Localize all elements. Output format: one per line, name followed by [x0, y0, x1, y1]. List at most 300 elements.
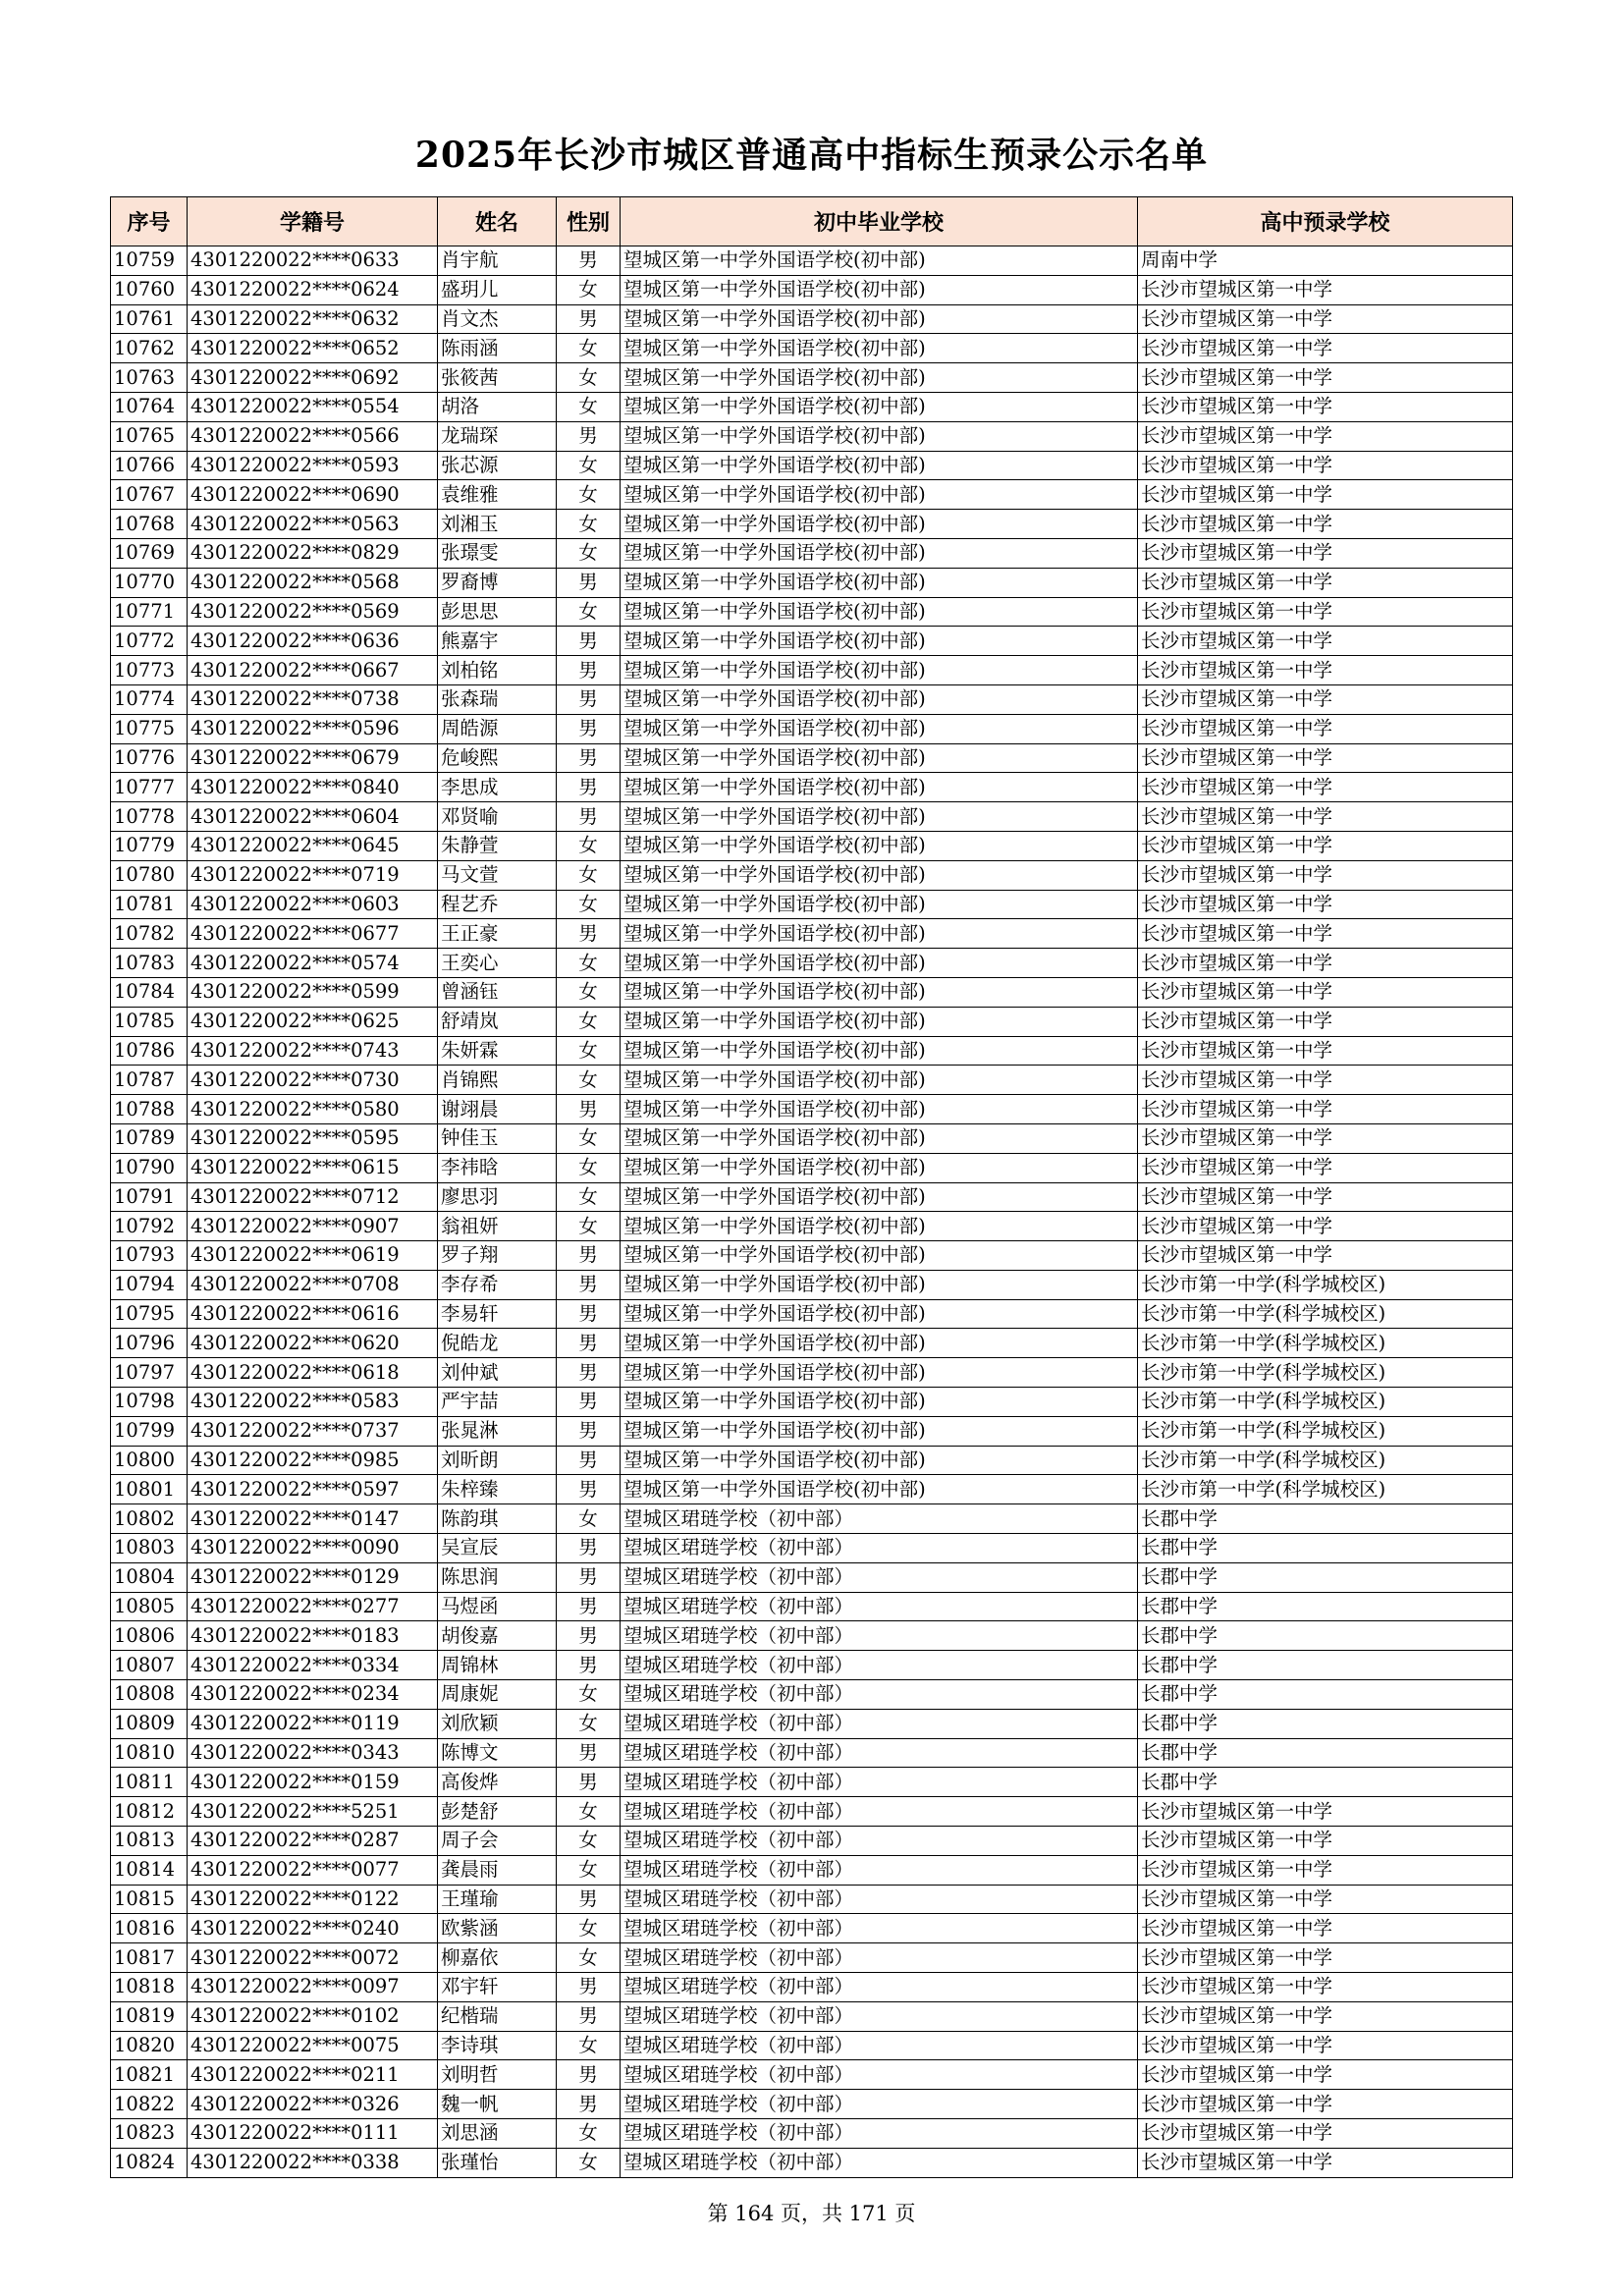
- student-name: 陈韵琪: [438, 1504, 557, 1534]
- student-name: 罗裔博: [438, 568, 557, 597]
- row-index: 10803: [111, 1534, 188, 1563]
- middle-school: 望城区第一中学外国语学校(初中部): [621, 1066, 1138, 1095]
- gender: 女: [557, 392, 621, 421]
- row-index: 10799: [111, 1416, 188, 1446]
- student-id: 4301220022****0343: [188, 1738, 438, 1768]
- student-name: 朱梓臻: [438, 1475, 557, 1504]
- middle-school: 望城区第一中学外国语学校(初中部): [621, 597, 1138, 627]
- row-index: 10789: [111, 1123, 188, 1153]
- middle-school: 望城区第一中学外国语学校(初中部): [621, 743, 1138, 773]
- middle-school: 望城区第一中学外国语学校(初中部): [621, 773, 1138, 802]
- col-header-index: 序号: [111, 197, 188, 246]
- student-id: 4301220022****0708: [188, 1270, 438, 1299]
- high-school: 长沙市第一中学(科学城校区): [1138, 1329, 1513, 1358]
- middle-school: 望城区第一中学外国语学校(初中部): [621, 714, 1138, 743]
- student-name: 邓宇轩: [438, 1973, 557, 2002]
- row-index: 10763: [111, 363, 188, 393]
- gender: 女: [557, 510, 621, 539]
- row-index: 10804: [111, 1562, 188, 1592]
- middle-school: 望城区第一中学外国语学校(初中部): [621, 1095, 1138, 1124]
- high-school: 长沙市望城区第一中学: [1138, 480, 1513, 510]
- row-index: 10762: [111, 334, 188, 363]
- student-id: 4301220022****0593: [188, 451, 438, 480]
- student-id: 4301220022****0677: [188, 919, 438, 949]
- student-id: 4301220022****0580: [188, 1095, 438, 1124]
- row-index: 10787: [111, 1066, 188, 1095]
- student-id: 4301220022****0090: [188, 1534, 438, 1563]
- high-school: 长郡中学: [1138, 1504, 1513, 1534]
- student-name: 刘思涵: [438, 2119, 557, 2149]
- student-name: 胡俊嘉: [438, 1621, 557, 1651]
- student-id: 4301220022****0624: [188, 275, 438, 304]
- middle-school: 望城区第一中学外国语学校(初中部): [621, 304, 1138, 334]
- middle-school: 望城区珺琏学校（初中部）: [621, 1738, 1138, 1768]
- high-school: 长沙市望城区第一中学: [1138, 363, 1513, 393]
- student-id: 4301220022****0596: [188, 714, 438, 743]
- col-header-middle-school: 初中毕业学校: [621, 197, 1138, 246]
- student-name: 纪楷瑞: [438, 2001, 557, 2031]
- table-row: [111, 949, 1513, 978]
- high-school: 长沙市望城区第一中学: [1138, 919, 1513, 949]
- middle-school: 望城区第一中学外国语学校(初中部): [621, 1212, 1138, 1241]
- middle-school: 望城区珺琏学校（初中部）: [621, 1855, 1138, 1885]
- high-school: 长沙市望城区第一中学: [1138, 1855, 1513, 1885]
- gender: 男: [557, 1475, 621, 1504]
- student-name: 罗子翔: [438, 1241, 557, 1271]
- middle-school: 望城区第一中学外国语学校(初中部): [621, 275, 1138, 304]
- high-school: 长沙市望城区第一中学: [1138, 627, 1513, 656]
- middle-school: 望城区珺琏学校（初中部）: [621, 2148, 1138, 2177]
- high-school: 长沙市望城区第一中学: [1138, 773, 1513, 802]
- student-id: 4301220022****0072: [188, 1943, 438, 1973]
- high-school: 长沙市望城区第一中学: [1138, 538, 1513, 568]
- high-school: 长沙市第一中学(科学城校区): [1138, 1388, 1513, 1417]
- student-id: 4301220022****0636: [188, 627, 438, 656]
- student-id: 4301220022****0633: [188, 246, 438, 276]
- student-id: 4301220022****0159: [188, 1768, 438, 1797]
- high-school: 长沙市望城区第一中学: [1138, 421, 1513, 451]
- student-name: 高俊烨: [438, 1768, 557, 1797]
- student-name: 刘柏铭: [438, 656, 557, 685]
- high-school: 长沙市望城区第一中学: [1138, 1827, 1513, 1856]
- high-school: 长沙市望城区第一中学: [1138, 392, 1513, 421]
- gender: 男: [557, 2060, 621, 2090]
- gender: 男: [557, 2001, 621, 2031]
- high-school: 长沙市望城区第一中学: [1138, 890, 1513, 919]
- middle-school: 望城区第一中学外国语学校(初中部): [621, 510, 1138, 539]
- student-name: 刘仲斌: [438, 1358, 557, 1388]
- table-row: [111, 1358, 1513, 1388]
- high-school: 长沙市望城区第一中学: [1138, 1943, 1513, 1973]
- gender: 男: [557, 1241, 621, 1271]
- gender: 男: [557, 1270, 621, 1299]
- table-row: [111, 1973, 1513, 2002]
- gender: 女: [557, 597, 621, 627]
- row-index: 10777: [111, 773, 188, 802]
- row-index: 10802: [111, 1504, 188, 1534]
- row-index: 10778: [111, 802, 188, 832]
- middle-school: 望城区第一中学外国语学校(初中部): [621, 949, 1138, 978]
- table-row: [111, 246, 1513, 276]
- table-row: [111, 510, 1513, 539]
- row-index: 10797: [111, 1358, 188, 1388]
- gender: 男: [557, 1621, 621, 1651]
- middle-school: 望城区第一中学外国语学校(初中部): [621, 1036, 1138, 1066]
- high-school: 长沙市望城区第一中学: [1138, 831, 1513, 860]
- student-id: 4301220022****0574: [188, 949, 438, 978]
- student-id: 4301220022****0129: [188, 1562, 438, 1592]
- student-name: 舒靖岚: [438, 1007, 557, 1036]
- student-id: 4301220022****0719: [188, 860, 438, 890]
- high-school: 长沙市第一中学(科学城校区): [1138, 1358, 1513, 1388]
- student-name: 马文萱: [438, 860, 557, 890]
- student-id: 4301220022****0616: [188, 1299, 438, 1329]
- table-row: [111, 1797, 1513, 1827]
- row-index: 10784: [111, 977, 188, 1007]
- student-name: 魏一帆: [438, 2090, 557, 2119]
- gender: 男: [557, 421, 621, 451]
- high-school: 长沙市望城区第一中学: [1138, 2148, 1513, 2177]
- student-id: 4301220022****0599: [188, 977, 438, 1007]
- student-id: 4301220022****0595: [188, 1123, 438, 1153]
- gender: 男: [557, 1768, 621, 1797]
- student-id: 4301220022****0840: [188, 773, 438, 802]
- high-school: 长沙市望城区第一中学: [1138, 510, 1513, 539]
- table-row: [111, 392, 1513, 421]
- middle-school: 望城区珺琏学校（初中部）: [621, 1562, 1138, 1592]
- student-name: 陈雨涵: [438, 334, 557, 363]
- row-index: 10759: [111, 246, 188, 276]
- table-row: [111, 2119, 1513, 2149]
- gender: 男: [557, 1885, 621, 1914]
- student-name: 周康妮: [438, 1680, 557, 1710]
- middle-school: 望城区第一中学外国语学校(初中部): [621, 1241, 1138, 1271]
- row-index: 10795: [111, 1299, 188, 1329]
- student-id: 4301220022****0122: [188, 1885, 438, 1914]
- high-school: 长沙市望城区第一中学: [1138, 743, 1513, 773]
- high-school: 长郡中学: [1138, 1621, 1513, 1651]
- student-id: 4301220022****0737: [188, 1416, 438, 1446]
- student-id: 4301220022****0563: [188, 510, 438, 539]
- student-name: 陈博文: [438, 1738, 557, 1768]
- high-school: 长沙市望城区第一中学: [1138, 1241, 1513, 1271]
- table-row: [111, 977, 1513, 1007]
- student-id: 4301220022****0603: [188, 890, 438, 919]
- gender: 女: [557, 1007, 621, 1036]
- table-row: [111, 1095, 1513, 1124]
- student-name: 马煜函: [438, 1592, 557, 1621]
- gender: 男: [557, 1973, 621, 2002]
- student-name: 欧紫涵: [438, 1914, 557, 1943]
- table-row: [111, 1943, 1513, 1973]
- gender: 男: [557, 246, 621, 276]
- table-row: [111, 1007, 1513, 1036]
- student-name: 袁维雅: [438, 480, 557, 510]
- gender: 女: [557, 890, 621, 919]
- student-name: 谢翊晨: [438, 1095, 557, 1124]
- middle-school: 望城区第一中学外国语学校(初中部): [621, 627, 1138, 656]
- table-row: [111, 1446, 1513, 1475]
- row-index: 10819: [111, 2001, 188, 2031]
- row-index: 10814: [111, 1855, 188, 1885]
- middle-school: 望城区第一中学外国语学校(初中部): [621, 684, 1138, 714]
- middle-school: 望城区第一中学外国语学校(初中部): [621, 860, 1138, 890]
- gender: 男: [557, 1416, 621, 1446]
- gender: 男: [557, 2090, 621, 2119]
- high-school: 长沙市望城区第一中学: [1138, 656, 1513, 685]
- row-index: 10816: [111, 1914, 188, 1943]
- high-school: 长沙市望城区第一中学: [1138, 1182, 1513, 1212]
- student-id: 4301220022****0234: [188, 1680, 438, 1710]
- gender: 女: [557, 831, 621, 860]
- gender: 女: [557, 1709, 621, 1738]
- student-name: 盛玥儿: [438, 275, 557, 304]
- student-name: 张晁淋: [438, 1416, 557, 1446]
- student-name: 张森瑞: [438, 684, 557, 714]
- gender: 女: [557, 949, 621, 978]
- student-name: 周子会: [438, 1827, 557, 1856]
- student-id: 4301220022****0287: [188, 1827, 438, 1856]
- student-id: 4301220022****0690: [188, 480, 438, 510]
- row-index: 10782: [111, 919, 188, 949]
- table-row: [111, 1416, 1513, 1446]
- middle-school: 望城区珺琏学校（初中部）: [621, 2060, 1138, 2090]
- middle-school: 望城区珺琏学校（初中部）: [621, 1827, 1138, 1856]
- student-id: 4301220022****0652: [188, 334, 438, 363]
- middle-school: 望城区珺琏学校（初中部）: [621, 1914, 1138, 1943]
- student-name: 陈思润: [438, 1562, 557, 1592]
- middle-school: 望城区第一中学外国语学校(初中部): [621, 1270, 1138, 1299]
- gender: 女: [557, 1153, 621, 1182]
- student-name: 张璟雯: [438, 538, 557, 568]
- gender: 女: [557, 1943, 621, 1973]
- gender: 男: [557, 743, 621, 773]
- student-id: 4301220022****0730: [188, 1066, 438, 1095]
- high-school: 长沙市望城区第一中学: [1138, 2001, 1513, 2031]
- middle-school: 望城区珺琏学校（初中部）: [621, 1943, 1138, 1973]
- table-row: [111, 2001, 1513, 2031]
- student-id: 4301220022****0554: [188, 392, 438, 421]
- student-name: 柳嘉依: [438, 1943, 557, 1973]
- middle-school: 望城区第一中学外国语学校(初中部): [621, 421, 1138, 451]
- row-index: 10810: [111, 1738, 188, 1768]
- gender: 男: [557, 1534, 621, 1563]
- high-school: 长沙市望城区第一中学: [1138, 1914, 1513, 1943]
- row-index: 10767: [111, 480, 188, 510]
- table-row: [111, 1562, 1513, 1592]
- row-index: 10780: [111, 860, 188, 890]
- high-school: 长郡中学: [1138, 1709, 1513, 1738]
- row-index: 10801: [111, 1475, 188, 1504]
- gender: 男: [557, 1388, 621, 1417]
- table-row: [111, 1709, 1513, 1738]
- gender: 男: [557, 568, 621, 597]
- middle-school: 望城区第一中学外国语学校(初中部): [621, 977, 1138, 1007]
- student-name: 李诗琪: [438, 2031, 557, 2060]
- high-school: 长沙市望城区第一中学: [1138, 597, 1513, 627]
- gender: 女: [557, 1680, 621, 1710]
- student-id: 4301220022****0566: [188, 421, 438, 451]
- student-id: 4301220022****0907: [188, 1212, 438, 1241]
- student-id: 4301220022****0277: [188, 1592, 438, 1621]
- row-index: 10765: [111, 421, 188, 451]
- row-index: 10815: [111, 1885, 188, 1914]
- row-index: 10793: [111, 1241, 188, 1271]
- middle-school: 望城区珺琏学校（初中部）: [621, 1709, 1138, 1738]
- student-name: 刘欣颖: [438, 1709, 557, 1738]
- table-row: [111, 2148, 1513, 2177]
- gender: 男: [557, 714, 621, 743]
- middle-school: 望城区珺琏学校（初中部）: [621, 1680, 1138, 1710]
- middle-school: 望城区第一中学外国语学校(初中部): [621, 363, 1138, 393]
- student-id: 4301220022****0211: [188, 2060, 438, 2090]
- high-school: 长郡中学: [1138, 1738, 1513, 1768]
- gender: 女: [557, 1504, 621, 1534]
- middle-school: 望城区珺琏学校（初中部）: [621, 1621, 1138, 1651]
- student-name: 张筱茜: [438, 363, 557, 393]
- col-header-name: 姓名: [438, 197, 557, 246]
- row-index: 10788: [111, 1095, 188, 1124]
- high-school: 长沙市第一中学(科学城校区): [1138, 1270, 1513, 1299]
- table-row: [111, 919, 1513, 949]
- row-index: 10772: [111, 627, 188, 656]
- table-row: [111, 1827, 1513, 1856]
- middle-school: 望城区珺琏学校（初中部）: [621, 1797, 1138, 1827]
- middle-school: 望城区第一中学外国语学校(初中部): [621, 802, 1138, 832]
- middle-school: 望城区第一中学外国语学校(初中部): [621, 831, 1138, 860]
- table-row: [111, 363, 1513, 393]
- table-row: [111, 1534, 1513, 1563]
- table-row: [111, 1036, 1513, 1066]
- row-index: 10786: [111, 1036, 188, 1066]
- gender: 女: [557, 2148, 621, 2177]
- middle-school: 望城区珺琏学校（初中部）: [621, 1592, 1138, 1621]
- student-name: 彭楚舒: [438, 1797, 557, 1827]
- high-school: 长沙市望城区第一中学: [1138, 275, 1513, 304]
- high-school: 长郡中学: [1138, 1534, 1513, 1563]
- high-school: 周南中学: [1138, 246, 1513, 276]
- gender: 女: [557, 1914, 621, 1943]
- high-school: 长沙市望城区第一中学: [1138, 304, 1513, 334]
- gender: 女: [557, 2119, 621, 2149]
- gender: 女: [557, 334, 621, 363]
- col-header-high-school: 高中预录学校: [1138, 197, 1513, 246]
- student-id: 4301220022****0712: [188, 1182, 438, 1212]
- high-school: 长沙市望城区第一中学: [1138, 1153, 1513, 1182]
- high-school: 长沙市望城区第一中学: [1138, 684, 1513, 714]
- row-index: 10769: [111, 538, 188, 568]
- high-school: 长沙市望城区第一中学: [1138, 1007, 1513, 1036]
- table-row: [111, 1066, 1513, 1095]
- row-index: 10821: [111, 2060, 188, 2090]
- table-row: [111, 275, 1513, 304]
- middle-school: 望城区珺琏学校（初中部）: [621, 1768, 1138, 1797]
- row-index: 10771: [111, 597, 188, 627]
- row-index: 10805: [111, 1592, 188, 1621]
- student-name: 熊嘉宇: [438, 627, 557, 656]
- gender: 男: [557, 1095, 621, 1124]
- row-index: 10775: [111, 714, 188, 743]
- gender: 女: [557, 275, 621, 304]
- table-row: [111, 421, 1513, 451]
- table-row: [111, 1504, 1513, 1534]
- middle-school: 望城区第一中学外国语学校(初中部): [621, 1388, 1138, 1417]
- high-school: 长沙市望城区第一中学: [1138, 1212, 1513, 1241]
- table-row: [111, 1475, 1513, 1504]
- table-row: [111, 1270, 1513, 1299]
- row-index: 10824: [111, 2148, 188, 2177]
- row-index: 10823: [111, 2119, 188, 2149]
- gender: 男: [557, 1446, 621, 1475]
- high-school: 长郡中学: [1138, 1768, 1513, 1797]
- student-id: 4301220022****0147: [188, 1504, 438, 1534]
- col-header-gender: 性别: [557, 197, 621, 246]
- high-school: 长沙市望城区第一中学: [1138, 451, 1513, 480]
- student-id: 4301220022****0097: [188, 1973, 438, 2002]
- high-school: 长沙市望城区第一中学: [1138, 2090, 1513, 2119]
- high-school: 长沙市望城区第一中学: [1138, 2031, 1513, 2060]
- student-id: 4301220022****0583: [188, 1388, 438, 1417]
- row-index: 10774: [111, 684, 188, 714]
- student-name: 张芯源: [438, 451, 557, 480]
- row-index: 10796: [111, 1329, 188, 1358]
- high-school: 长郡中学: [1138, 1651, 1513, 1680]
- student-name: 李易轩: [438, 1299, 557, 1329]
- row-index: 10761: [111, 304, 188, 334]
- student-id: 4301220022****0985: [188, 1446, 438, 1475]
- gender: 女: [557, 1066, 621, 1095]
- row-index: 10785: [111, 1007, 188, 1036]
- table-row: [111, 860, 1513, 890]
- middle-school: 望城区第一中学外国语学校(初中部): [621, 1299, 1138, 1329]
- student-name: 周锦林: [438, 1651, 557, 1680]
- table-row: [111, 1885, 1513, 1914]
- table-row: [111, 1651, 1513, 1680]
- middle-school: 望城区第一中学外国语学校(初中部): [621, 1329, 1138, 1358]
- student-name: 周皓源: [438, 714, 557, 743]
- row-index: 10760: [111, 275, 188, 304]
- table-row: [111, 802, 1513, 832]
- gender: 女: [557, 1182, 621, 1212]
- gender: 男: [557, 802, 621, 832]
- row-index: 10764: [111, 392, 188, 421]
- high-school: 长沙市第一中学(科学城校区): [1138, 1475, 1513, 1504]
- row-index: 10790: [111, 1153, 188, 1182]
- row-index: 10820: [111, 2031, 188, 2060]
- student-id: 4301220022****0615: [188, 1153, 438, 1182]
- student-id: 4301220022****0569: [188, 597, 438, 627]
- gender: 女: [557, 2031, 621, 2060]
- student-id: 4301220022****0625: [188, 1007, 438, 1036]
- student-id: 4301220022****0743: [188, 1036, 438, 1066]
- table-row: [111, 451, 1513, 480]
- student-name: 刘明哲: [438, 2060, 557, 2090]
- table-row: [111, 2090, 1513, 2119]
- student-name: 胡洛: [438, 392, 557, 421]
- high-school: 长沙市望城区第一中学: [1138, 977, 1513, 1007]
- table-row: [111, 1768, 1513, 1797]
- student-name: 廖思羽: [438, 1182, 557, 1212]
- student-name: 肖锦熙: [438, 1066, 557, 1095]
- student-id: 4301220022****0111: [188, 2119, 438, 2149]
- row-index: 10817: [111, 1943, 188, 1973]
- student-id: 4301220022****0102: [188, 2001, 438, 2031]
- high-school: 长沙市第一中学(科学城校区): [1138, 1299, 1513, 1329]
- table-row: [111, 334, 1513, 363]
- middle-school: 望城区第一中学外国语学校(初中部): [621, 1446, 1138, 1475]
- student-id: 4301220022****0326: [188, 2090, 438, 2119]
- middle-school: 望城区第一中学外国语学校(初中部): [621, 1123, 1138, 1153]
